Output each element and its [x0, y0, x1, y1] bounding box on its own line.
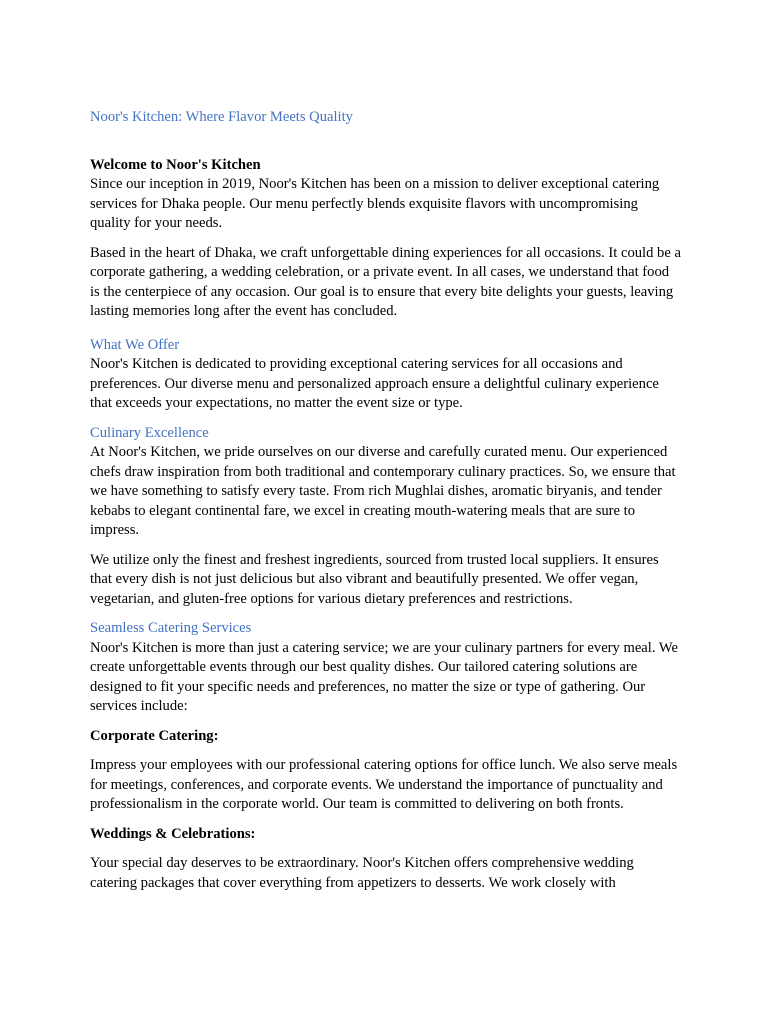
culinary-paragraph-2: We utilize only the finest and freshest ingredients, sourced from trusted local suppliers. It ensures that every dish is not just delicious but also vibrant and beautifully presented. We offer vegan, vegetarian, and gluten-free options for various dietary preferences and restrictions. — [90, 551, 659, 607]
culinary-paragraph-1: At Noor's Kitchen, we pride ourselves on our diverse and carefully curated menu. Our experienced chefs draw inspiration from both traditional and contemporary culinary practices. So, we ensure that we have something to satisfy every taste. From rich Mughlai dishes, aromatic biryanis, and tender kebabs to elegant continental fare, we excel in creating mouth-watering meals that are sure to impress. — [90, 444, 676, 538]
culinary-heading: Culinary Excellence — [90, 424, 209, 441]
weddings-heading: Weddings & Celebrations: — [90, 825, 256, 842]
document-page — [90, 108, 682, 893]
corporate-paragraph-1: Impress your employees with our professional catering options for office lunch. We also serve meals for meetings, conferences, and corporate events. We understand the importance of punctuality and professionalism in the corporate world. Our team is committed to delivering on both fronts. — [90, 757, 678, 812]
offer-heading: What We Offer — [90, 336, 180, 353]
welcome-paragraph-1: Since our inception in 2019, Noor's Kitchen has been on a mission to deliver exceptional catering services for Dhaka people. Our menu perfectly blends exquisite flavors with uncompromising quality for your needs. — [90, 176, 660, 231]
welcome-heading: Welcome to Noor's Kitchen — [90, 156, 261, 173]
welcome-paragraph-2: Based in the heart of Dhaka, we craft unforgettable dining experiences for all occasions. It could be a corporate gathering, a wedding celebration, or a private event. In all cases, we understand that food is the centerpiece of any occasion. Our goal is to ensure that every bite delights your guests, leaving lasting memories long after the event has concluded. — [90, 244, 681, 319]
document-title: Noor's Kitchen: Where Flavor Meets Quality — [90, 109, 353, 125]
weddings-paragraph-1: Your special day deserves to be extraordinary. Noor's Kitchen offers comprehensive wedding catering packages that cover everything from appetizers to desserts. We work closely with — [90, 855, 634, 891]
offer-paragraph-1: Noor's Kitchen is dedicated to providing exceptional catering services for all occasions and preferences. Our diverse menu and personalized approach ensure a delightful culinary experience that exceeds your expectations, no matter the event size or type. — [90, 356, 659, 411]
corporate-heading: Corporate Catering: — [90, 727, 219, 744]
seamless-paragraph-1: Noor's Kitchen is more than just a catering service; we are your culinary partners for every meal. We create unforgettable events through our best quality dishes. Our tailored catering solutions are designed to fit your specific needs and preferences, no matter the size or type of gathering. Our services include: — [90, 639, 678, 714]
seamless-heading: Seamless Catering Services — [90, 620, 252, 636]
